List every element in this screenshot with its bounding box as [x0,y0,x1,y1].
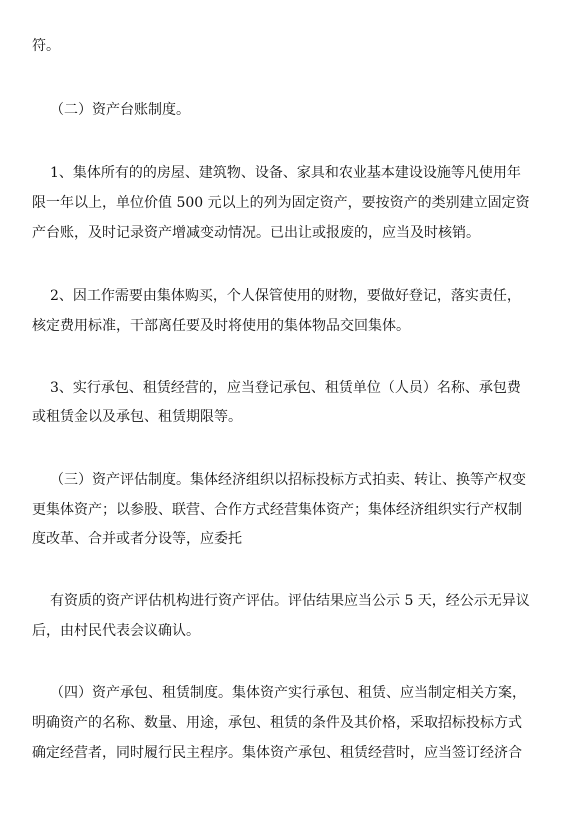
text-line: 确定经营者，同时履行民主程序。集体资产承包、租赁经营时，应当签订经济合 [32,745,522,761]
section-heading: （二）资产台账制度。 [50,102,190,118]
text-line: 3、实行承包、租赁经营的，应当登记承包、租赁单位（人员）名称、承包费 [50,380,521,396]
section-heading: （四）资产承包、租赁制度。集体资产实行承包、租赁、应当制定相关方案， [50,685,526,701]
text-line: 后，由村民代表会议确认。 [32,623,200,639]
text-line: 度改革、合并或者分设等，应委托 [32,531,242,547]
text-line: 或租赁金以及承包、租赁期限等。 [32,409,242,425]
text-line: 1、集体所有的的房屋、建筑物、设备、家具和农业基本建设设施等凡使用年 [50,165,521,181]
text-line: 产台账，及时记录资产增减变动情况。已出让或报废的，应当及时核销。 [32,225,480,241]
text-line: 有资质的资产评估机构进行资产评估。评估结果应当公示 5 天，经公示无异议 [50,593,530,609]
text-line: 限一年以上，单位价值 500 元以上的列为固定资产，要按资产的类别建立固定资 [32,195,530,211]
text-line: 2、因工作需要由集体购买，个人保管使用的财物，要做好登记，落实责任， [50,288,521,304]
text-line: 明确资产的名称、数量、用途，承包、租赁的条件及其价格，采取招标投标方式 [32,715,522,731]
text-line: 核定费用标准，干部离任要及时将使用的集体物品交回集体。 [32,318,410,334]
text-line: 更集体资产；以参股、联营、合作方式经营集体资产；集体经济组织实行产权制 [32,502,522,518]
section-heading: （三）资产评估制度。集体经济组织以招标投标方式拍卖、转让、换等产权变 [50,472,526,488]
text-line: 符。 [32,38,60,54]
